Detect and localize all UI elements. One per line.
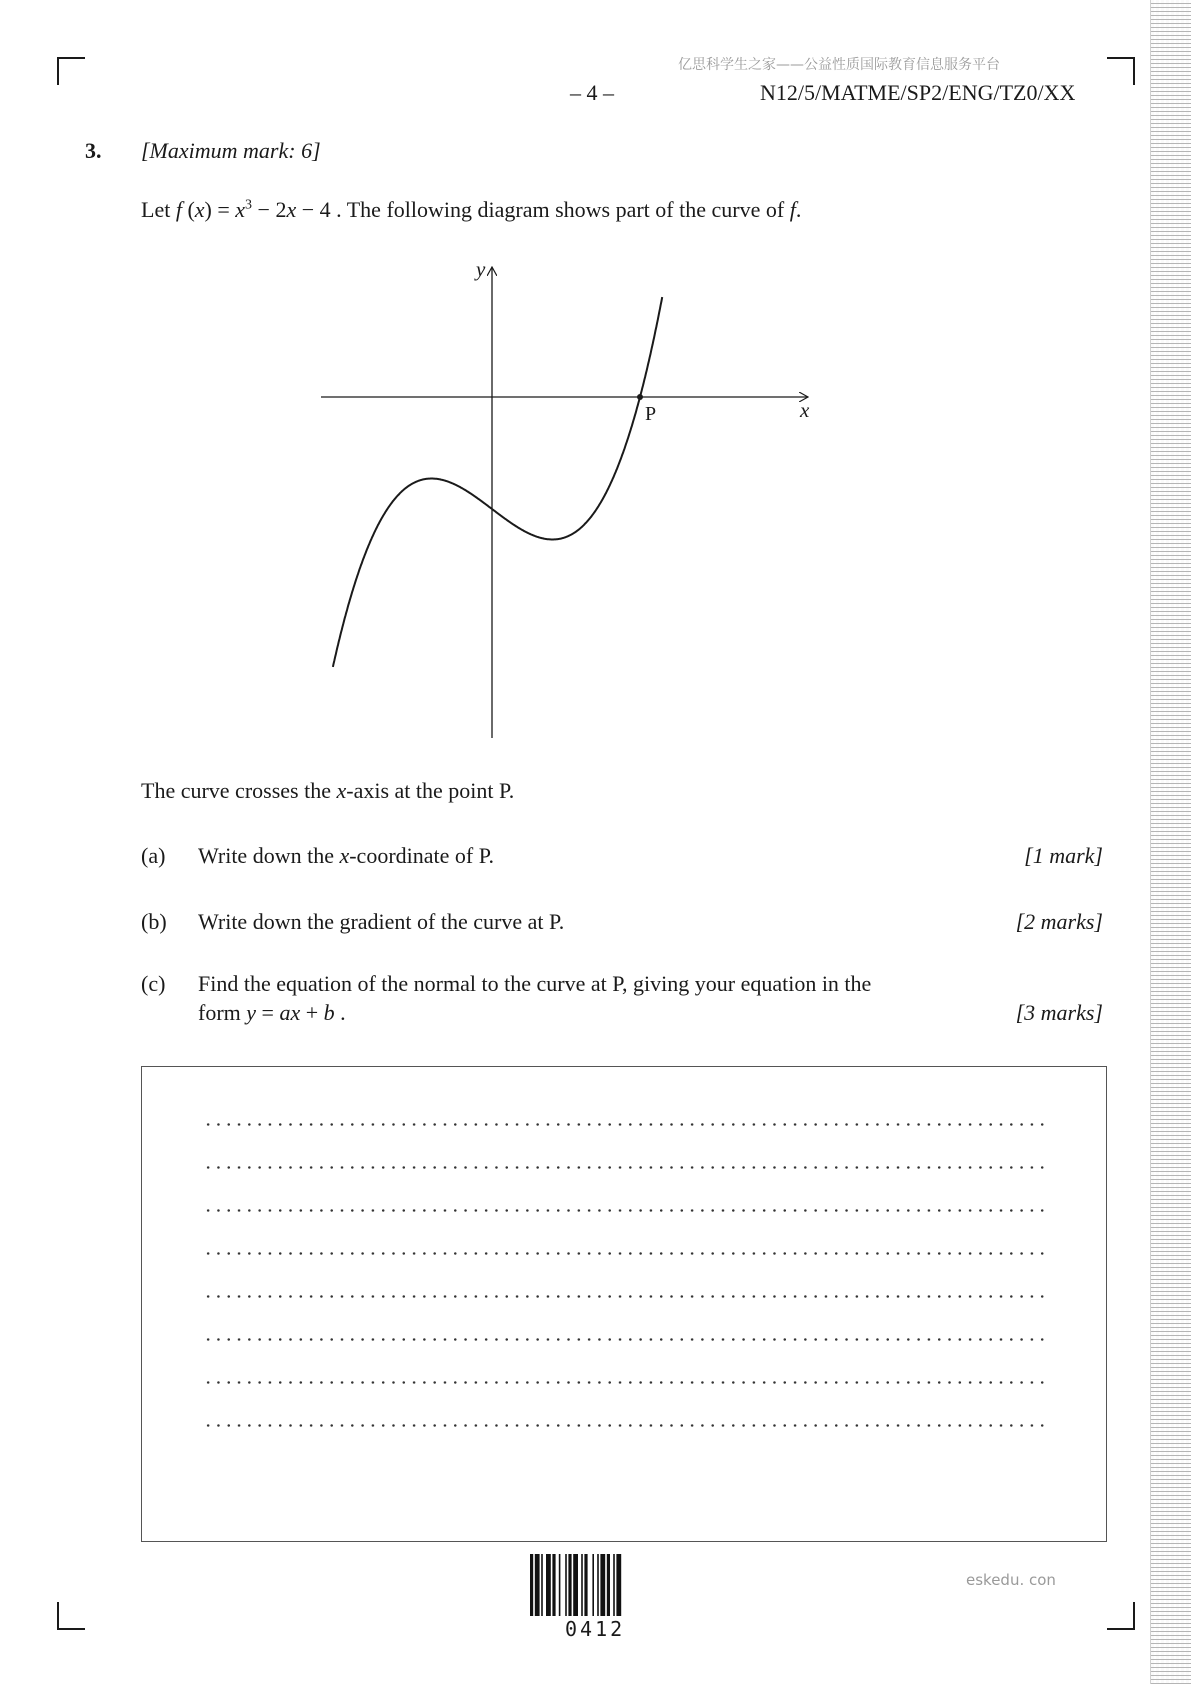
intro-minus1: − 2 [252, 197, 287, 222]
question-number: 3. [85, 138, 102, 163]
part-c-eq-eq: = [256, 1000, 280, 1025]
barcode-bar [592, 1554, 594, 1616]
point-p-label: P [645, 403, 657, 425]
barcode-bar [616, 1554, 621, 1616]
intro-close-eq: ) = [204, 197, 236, 222]
intro-x2: x [235, 197, 246, 222]
intro-x3: x [286, 197, 297, 222]
cubic-curve [333, 297, 662, 667]
answer-line[interactable] [203, 1252, 1049, 1255]
part-b-label: (b) [141, 909, 167, 934]
crop-mark-bottom-left [57, 1602, 85, 1630]
answer-line[interactable] [203, 1295, 1049, 1298]
question-intro [141, 197, 801, 223]
part-b-marks: [2 marks] [1015, 909, 1103, 934]
crop-mark-top-right [1107, 57, 1135, 85]
barcode-bar [546, 1554, 551, 1616]
curve-diagram [300, 255, 820, 755]
barcode-bar [573, 1554, 578, 1616]
barcode-bar [581, 1554, 583, 1616]
answer-line[interactable] [203, 1166, 1049, 1169]
part-c-eq-y: y [246, 1000, 257, 1025]
part-c-line1: Find the equation of the normal to the curve at P, giving your equation in the [198, 971, 872, 996]
part-c-form: form [198, 1000, 241, 1025]
barcode-bar [559, 1554, 561, 1616]
statement-post: -axis at the point P. [346, 778, 515, 803]
intro-x1: x [194, 197, 205, 222]
intro-f: f [175, 197, 182, 222]
answer-line[interactable] [203, 1381, 1049, 1384]
answer-box[interactable] [141, 1066, 1107, 1542]
barcode-bar [584, 1554, 587, 1616]
intro-open: ( [181, 197, 195, 222]
x-axis-label: x [800, 398, 810, 422]
paper-code: N12/5/MATME/SP2/ENG/TZ0/XX [760, 80, 1076, 105]
part-c-eq-b: b [323, 1000, 335, 1025]
barcode-bar [568, 1554, 571, 1616]
point-p-marker [637, 394, 643, 400]
barcode-bar [613, 1554, 615, 1616]
barcode-bar [530, 1554, 533, 1616]
statement-pre: The curve crosses the [141, 778, 331, 803]
page-number: – 4 – [570, 80, 614, 105]
crop-mark-top-left [57, 57, 85, 85]
barcode-bar [597, 1554, 599, 1616]
intro-end: . [795, 197, 802, 222]
margin-strip [1150, 0, 1191, 1684]
part-a-label: (a) [141, 843, 166, 868]
barcode-bar [607, 1554, 610, 1616]
intro-exp: 3 [245, 197, 253, 213]
barcode-bar [541, 1554, 543, 1616]
intro-minus2: − 4 . The following diagram shows part of the curve of [296, 197, 785, 222]
intro-f2: f [789, 197, 796, 222]
intro-let: Let [141, 197, 171, 222]
max-mark: [Maximum mark: 6] [141, 138, 321, 163]
part-c-eq-end: . [334, 1000, 346, 1025]
part-c-label: (c) [141, 971, 166, 996]
statement-x: x [336, 778, 347, 803]
part-a-marks: [1 mark] [1024, 843, 1103, 868]
part-b-text: Write down the gradient of the curve at P. [198, 909, 565, 934]
barcode-bar [552, 1554, 555, 1616]
part-a-x: x [339, 843, 350, 868]
part-c-eq-ax: ax [279, 1000, 301, 1025]
part-a-text [198, 843, 494, 869]
barcode [530, 1554, 662, 1616]
part-a-pre: Write down the [198, 843, 334, 868]
answer-line[interactable] [203, 1123, 1049, 1126]
part-c-eq-plus: + [300, 1000, 324, 1025]
barcode-bar [535, 1554, 540, 1616]
part-c-line2 [198, 1000, 346, 1026]
site-watermark: eskedu. con [966, 1571, 1056, 1589]
watermark-text: 亿思科学生之家——公益性质国际教育信息服务平台 [678, 57, 1000, 73]
part-a-post: -coordinate of P. [349, 843, 495, 868]
barcode-bar [600, 1554, 605, 1616]
statement [141, 778, 514, 804]
barcode-number: 0412 [565, 1617, 626, 1641]
barcode-bar [565, 1554, 567, 1616]
part-c-marks: [3 marks] [1015, 1000, 1103, 1025]
answer-line[interactable] [203, 1209, 1049, 1212]
answer-line[interactable] [203, 1338, 1049, 1341]
answer-line[interactable] [203, 1424, 1049, 1427]
crop-mark-bottom-right [1107, 1602, 1135, 1630]
y-axis-label: y [476, 257, 486, 281]
